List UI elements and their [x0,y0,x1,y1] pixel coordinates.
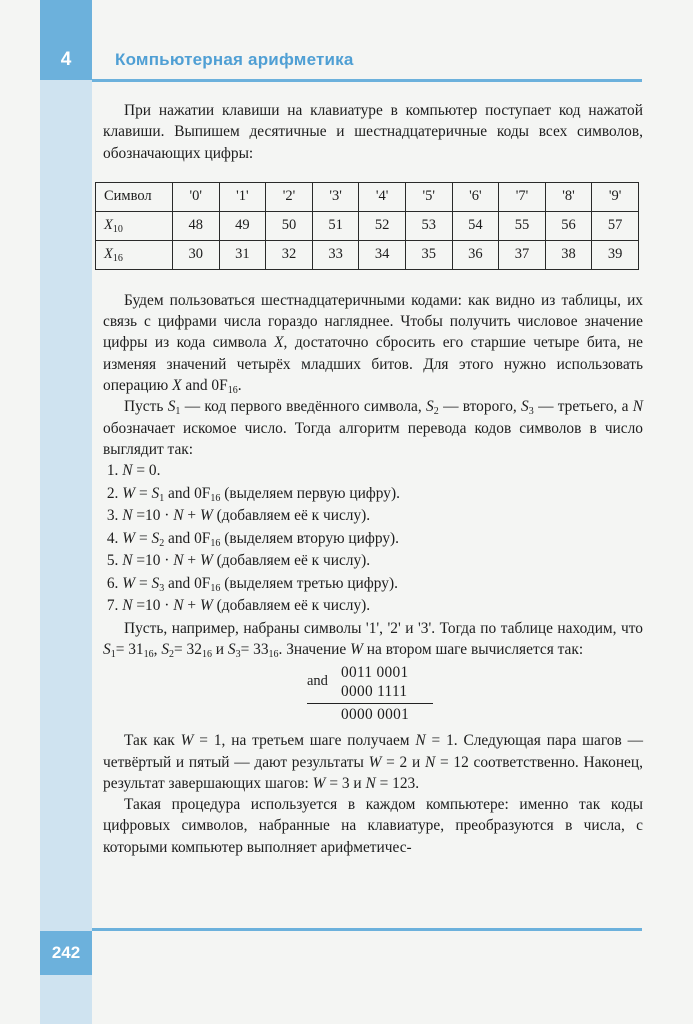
text-span: and 0F [164,484,211,502]
text-span: (добавляем её к числу). [212,597,371,615]
text-span: = 2 и [381,753,425,771]
text-span: — третьего, а [533,398,633,416]
text-span: = 123. [375,774,420,792]
subscript: 16 [210,492,221,504]
paragraph-intro: При нажатии клавиши на клавиатуре в компьютер поступает код нажатой клавиши. Выпишем десятичные и шестнадцатеричные коды всех символов, обозначающих цифры: [103,102,643,162]
var-n: N [122,462,133,480]
text-span: , [153,640,162,658]
var-s: S [151,529,160,547]
text-span: = 1. Следующая пара шагов — четвёртый и пятый — дают результаты [103,732,643,771]
table-cell: '5' [405,182,452,211]
table-cell: 49 [219,211,266,240]
table-cell: '8' [545,182,592,211]
table-cell: '9' [592,182,639,211]
subscript: 3 [235,648,241,660]
subscript: 16 [201,648,212,660]
list-item [103,528,643,549]
subscript: 16 [112,253,123,265]
calc-operator: and [307,673,328,690]
subscript: 16 [268,648,279,660]
var-x: X [104,246,113,263]
step-number: 3. [106,507,119,525]
text-span: (выделяем вторую цифру). [220,529,400,547]
list-item [103,460,643,481]
var-s: S [103,640,111,658]
table-cell: '7' [499,182,546,211]
var-n: N [122,597,133,615]
text-span: =10 · [132,507,174,525]
table-row-decimal [96,211,639,240]
text-span: . [237,377,242,395]
table-cell: 55 [499,211,546,240]
table-cell: '6' [452,182,499,211]
text-span: = 32 [174,640,202,658]
table-cell: 31 [219,240,266,269]
text-span: and 0F [164,574,211,592]
side-stripe [40,0,92,1024]
text-span: = 31 [115,640,144,658]
list-item [103,505,643,526]
text-span: = 12 соответственно. Наконец, результат завершающих шагов: [103,753,643,792]
text-span: = [135,484,152,502]
table-cell: 37 [499,240,546,269]
var-w: W [122,574,136,592]
table-header-cell: Символ [96,182,173,211]
text-span: = [135,529,152,547]
var-s: S [521,398,529,416]
table-cell: 57 [592,211,639,240]
var-x: X [104,217,113,234]
var-w: W [312,774,326,792]
table-cell: 34 [359,240,406,269]
var-w: W [350,640,363,658]
var-w: W [199,552,213,570]
calc-operand-1: 0011 0001 [341,664,409,682]
table-row-symbols [96,182,639,211]
table-row-hex [96,240,639,269]
table-cell: '2' [266,182,313,211]
subscript: 1 [159,492,165,504]
var-n: N [415,732,426,750]
table-header-cell [96,211,173,240]
table-cell: 53 [405,211,452,240]
list-item [103,595,643,616]
text-span: — код первого введённого символа, [180,398,427,416]
step-number: 2. [106,484,119,502]
var-s: S [161,640,170,658]
text-span: . Значение [278,640,351,658]
text-span: — второго, [438,398,522,416]
text-span: (выделяем третью цифру). [220,574,398,592]
table-cell: 51 [312,211,359,240]
table-cell: 38 [545,240,592,269]
text-span: (выделяем первую цифру). [220,484,400,502]
text-span: + [183,597,200,615]
table-cell: '4' [359,182,406,211]
text-span: Пусть, например, набраны символы '1', '2' и '3'. Тогда по таблице находим, что [124,619,643,637]
text-span: = 3 и [325,774,366,792]
text-span: + [183,507,200,525]
text-span: (добавляем её к числу). [212,507,371,525]
text-span: , достаточно сбросить его старшие четыре бита, не изменяя значений четырёх младших битов. Для этого нужно использовать операцию [103,334,643,395]
calc-operand-2: 0000 1111 [341,683,408,701]
calc-result: 0000 0001 [341,706,410,724]
step-number: 1. [106,462,119,480]
bitwise-calculation [103,662,643,724]
subscript: 16 [227,385,238,397]
header-rule [92,79,642,82]
var-x: X [172,377,182,395]
table-cell: 52 [359,211,406,240]
table-cell: 39 [592,240,639,269]
var-w: W [122,529,136,547]
list-item [103,550,643,571]
step-number: 7. [106,597,119,615]
var-w: W [368,753,382,771]
var-w: W [199,507,213,525]
text-span: (добавляем её к числу). [212,552,371,570]
subscript: 3 [159,582,165,594]
text-span: = [135,574,152,592]
var-s: S [227,640,236,658]
subscript: 16 [210,537,221,549]
table-header-cell [96,240,173,269]
table-cell: '1' [219,182,266,211]
subscript: 2 [159,537,165,549]
subscript: 3 [528,406,534,418]
step-number: 4. [106,529,119,547]
table-cell: 50 [266,211,313,240]
subscript: 1 [175,406,181,418]
subscript: 16 [210,582,221,594]
var-n: N [173,552,184,570]
text-span: на втором шаге вычисляется так: [362,640,584,658]
subscript: 2 [169,648,175,660]
var-s: S [167,398,176,416]
text-span: и [211,640,228,658]
list-item [103,573,643,594]
table-cell: 36 [452,240,499,269]
footer-rule [92,928,642,931]
var-w: W [180,732,194,750]
text-span: and 0F [181,377,228,395]
subscript: 10 [112,224,123,236]
table-cell: '0' [173,182,220,211]
paragraph-definitions [103,396,643,460]
var-n: N [365,774,376,792]
text-span: Будем пользоваться шестнадцатеричными кодами: как видно из таблицы, их связь с цифрами числа гораздо нагляднее. Чтобы получить числовое значение цифры из кода символа [103,291,643,352]
table-cell: 35 [405,240,452,269]
page-content [103,100,643,858]
text-span: Пусть [124,398,168,416]
table-cell: 54 [452,211,499,240]
var-n: N [632,398,643,416]
text-span: Так как [124,732,181,750]
chapter-title: Компьютерная арифметика [115,50,354,69]
var-n: N [122,507,133,525]
chapter-number-box [40,0,92,80]
step-number: 5. [106,552,119,570]
var-n: N [173,597,184,615]
table-cell: 48 [173,211,220,240]
paragraph-example [103,618,643,661]
var-s: S [426,398,434,416]
text-span: =10 · [132,552,174,570]
subscript: 1 [110,648,116,660]
codes-table [95,182,639,270]
var-x: X [274,334,284,352]
text-span: and 0F [164,529,211,547]
table-cell: 56 [545,211,592,240]
var-n: N [122,552,133,570]
table-cell: 32 [266,240,313,269]
paragraph-results [103,730,643,794]
table-cell: '3' [312,182,359,211]
var-w: W [199,597,213,615]
table-cell: 30 [173,240,220,269]
text-span: = 1, на третьем шаге получаем [193,732,416,750]
text-span: обозначает искомое число. Тогда алгоритм перевода кодов символов в число выглядит так: [103,419,643,458]
step-number: 6. [106,574,119,592]
table-cell: 33 [312,240,359,269]
var-s: S [151,484,160,502]
var-w: W [122,484,136,502]
var-n: N [173,507,184,525]
chapter-number: 4 [60,49,72,70]
var-s: S [151,574,160,592]
text-span: = 33 [240,640,269,658]
subscript: 2 [433,406,439,418]
subscript: 16 [143,648,154,660]
page-number: 242 [40,931,92,975]
var-n: N [424,753,436,771]
text-span: =10 · [132,597,174,615]
text-span: = 0. [132,462,161,480]
paragraph-hex-codes [103,290,643,396]
text-span: + [183,552,200,570]
algorithm-steps [103,460,643,616]
list-item [103,483,643,504]
paragraph-conclusion: Такая процедура используется в каждом компьютере: именно так коды цифровых символов, набранные на клавиатуре, преобразуются в числа, с которыми компьютер выполняет арифметичес- [103,796,643,856]
